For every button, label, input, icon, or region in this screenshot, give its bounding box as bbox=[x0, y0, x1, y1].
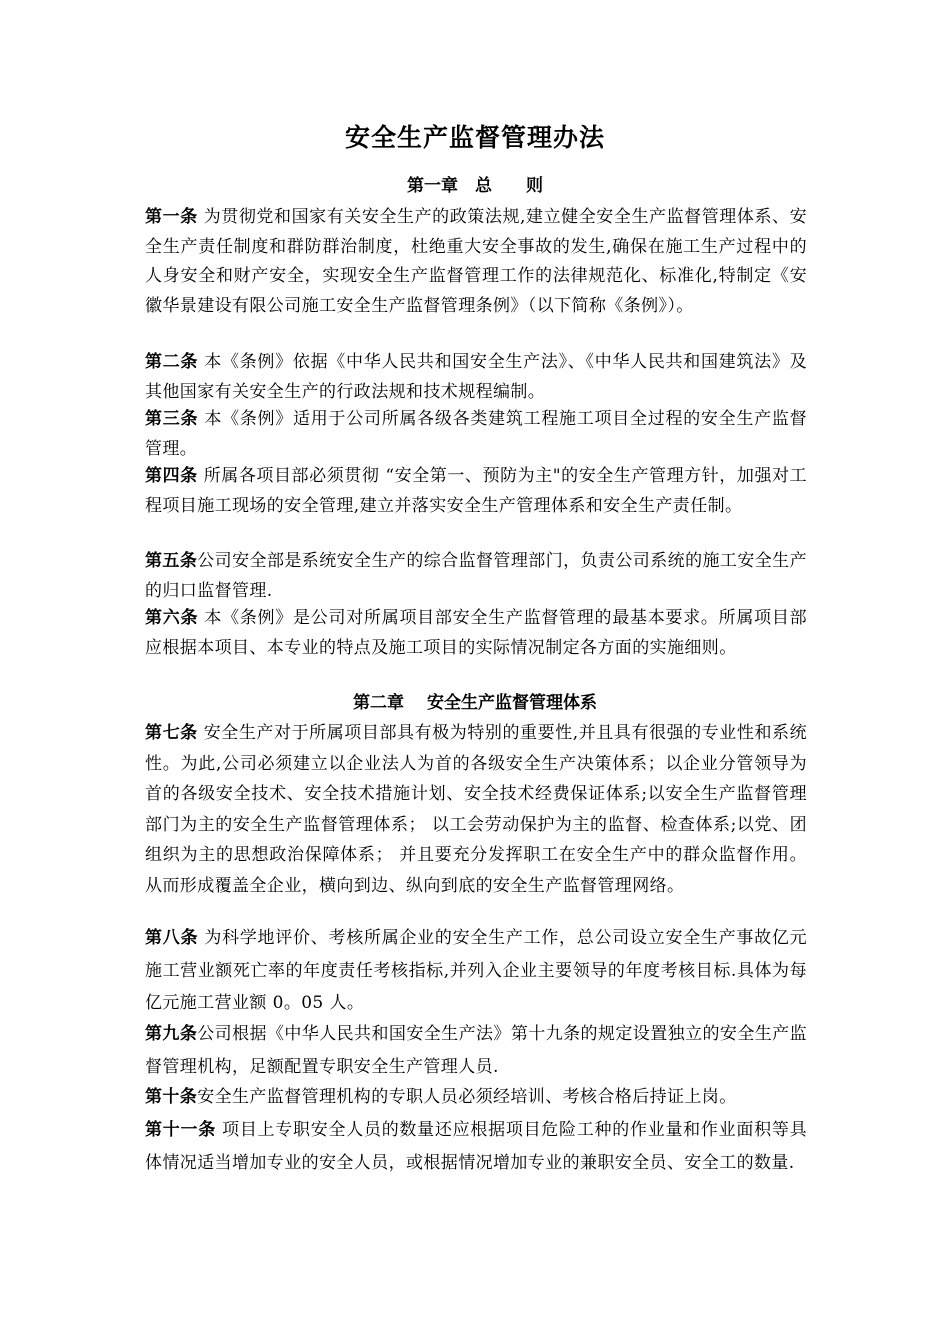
article-text: 公司安全部是系统安全生产的综合监督管理部门，负责公司系统的施工安全生产的归口监督管理. bbox=[145, 551, 807, 601]
article-text: 项目上专职安全人员的数量还应根据项目危险工种的作业量和作业面积等具体情况适当增加专业的安全人员，或根据情况增加专业的兼职安全员、安全工的数量. bbox=[145, 1120, 807, 1173]
article-label: 第五条 bbox=[145, 551, 198, 571]
chapter-1-heading: 第一章 总 则 bbox=[407, 176, 543, 196]
article-label: 第十条 bbox=[145, 1087, 198, 1107]
article-text: 为科学地评价、考核所属企业的安全生产工作，总公司设立安全生产事故亿元施工营业额死亡率的年度责任考核指标,并列入企业主要领导的年度考核目标.具体为每亿元施工营业额 0。05 人。 bbox=[145, 928, 808, 1013]
article-4 bbox=[145, 462, 807, 521]
article-8 bbox=[145, 922, 807, 1020]
article-text: 为贯彻党和国家有关安全生产的政策法规,建立健全安全生产监督管理体系、安全生产责任制度和群防群治制度，杜绝重大安全事故的发生,确保在施工生产过程中的人身安全和财产安全，实现安全生产监督管理工作的法律规范化、标准化,特制定《安徽华景建设有限公司施工安全生产监督管理条例》（以下简称《条例》）。 bbox=[145, 207, 807, 316]
article-text: 安全生产监督管理机构的专职人员必须经培训、考核合格后持证上岗。 bbox=[197, 1087, 737, 1107]
article-text: 所属各项目部必须贯彻 “安全第一、预防为主"的安全生产管理方针，加强对工程项目施工现场的安全管理,建立并落实安全生产管理体系和安全生产责任制。 bbox=[145, 466, 807, 516]
article-text: 本《条例》依据《中华人民共和国安全生产法》、《中华人民共和国建筑法》及其他国家有关安全生产的行政法规和技术规程编制。 bbox=[145, 352, 807, 402]
article-label: 第九条 bbox=[145, 1024, 198, 1044]
article-3 bbox=[145, 405, 807, 464]
document-title: 安全生产监督管理办法 bbox=[344, 123, 605, 152]
article-label: 第六条 bbox=[145, 608, 199, 628]
article-text: 安全生产对于所属项目部具有极为特别的重要性,并且具有很强的专业性和系统性。为此,公司必须建立以企业法人为首的各级安全生产决策体系；以企业分管领导为首的各级安全技术、安全技术措施计划、安全技术经费保证体系;以安全生产监督管理部门为主的安全生产监督管理体系； 以工会劳动保护为主的监督、检查体系;以党、团组织为主的思想政治保障体系； 并且要充分发挥职工在安全生产中的群众监督作用。从而形成覆盖全企业，横向到边、纵向到底的安全生产监督管理网络。 bbox=[145, 723, 807, 896]
article-label: 第八条 bbox=[145, 928, 199, 948]
article-label: 第二条 bbox=[145, 352, 199, 372]
article-5 bbox=[145, 547, 807, 606]
article-7 bbox=[145, 718, 807, 901]
article-text: 本《条例》适用于公司所属各级各类建筑工程施工项目全过程的安全生产监督管理。 bbox=[145, 409, 808, 459]
article-label: 第三条 bbox=[145, 409, 199, 429]
article-10 bbox=[145, 1081, 807, 1114]
article-label: 第七条 bbox=[145, 723, 198, 743]
article-text: 本《条例》是公司对所属项目部安全生产监督管理的最基本要求。所属项目部应根据本项目、本专业的特点及施工项目的实际情况制定各方面的实施细则。 bbox=[145, 608, 808, 658]
article-text: 公司根据《中华人民共和国安全生产法》第十九条的规定设置独立的安全生产监督管理机构，足额配置专职安全生产管理人员. bbox=[145, 1024, 807, 1077]
article-label: 第十一条 bbox=[145, 1120, 216, 1140]
article-label: 第一条 bbox=[145, 207, 198, 227]
article-label: 第四条 bbox=[145, 466, 198, 486]
article-9 bbox=[145, 1018, 807, 1083]
article-1 bbox=[145, 203, 807, 321]
chapter-2-heading: 第二章 安全生产监督管理体系 bbox=[353, 693, 597, 713]
article-6 bbox=[145, 604, 807, 663]
article-2 bbox=[145, 348, 807, 407]
article-11 bbox=[145, 1114, 807, 1179]
